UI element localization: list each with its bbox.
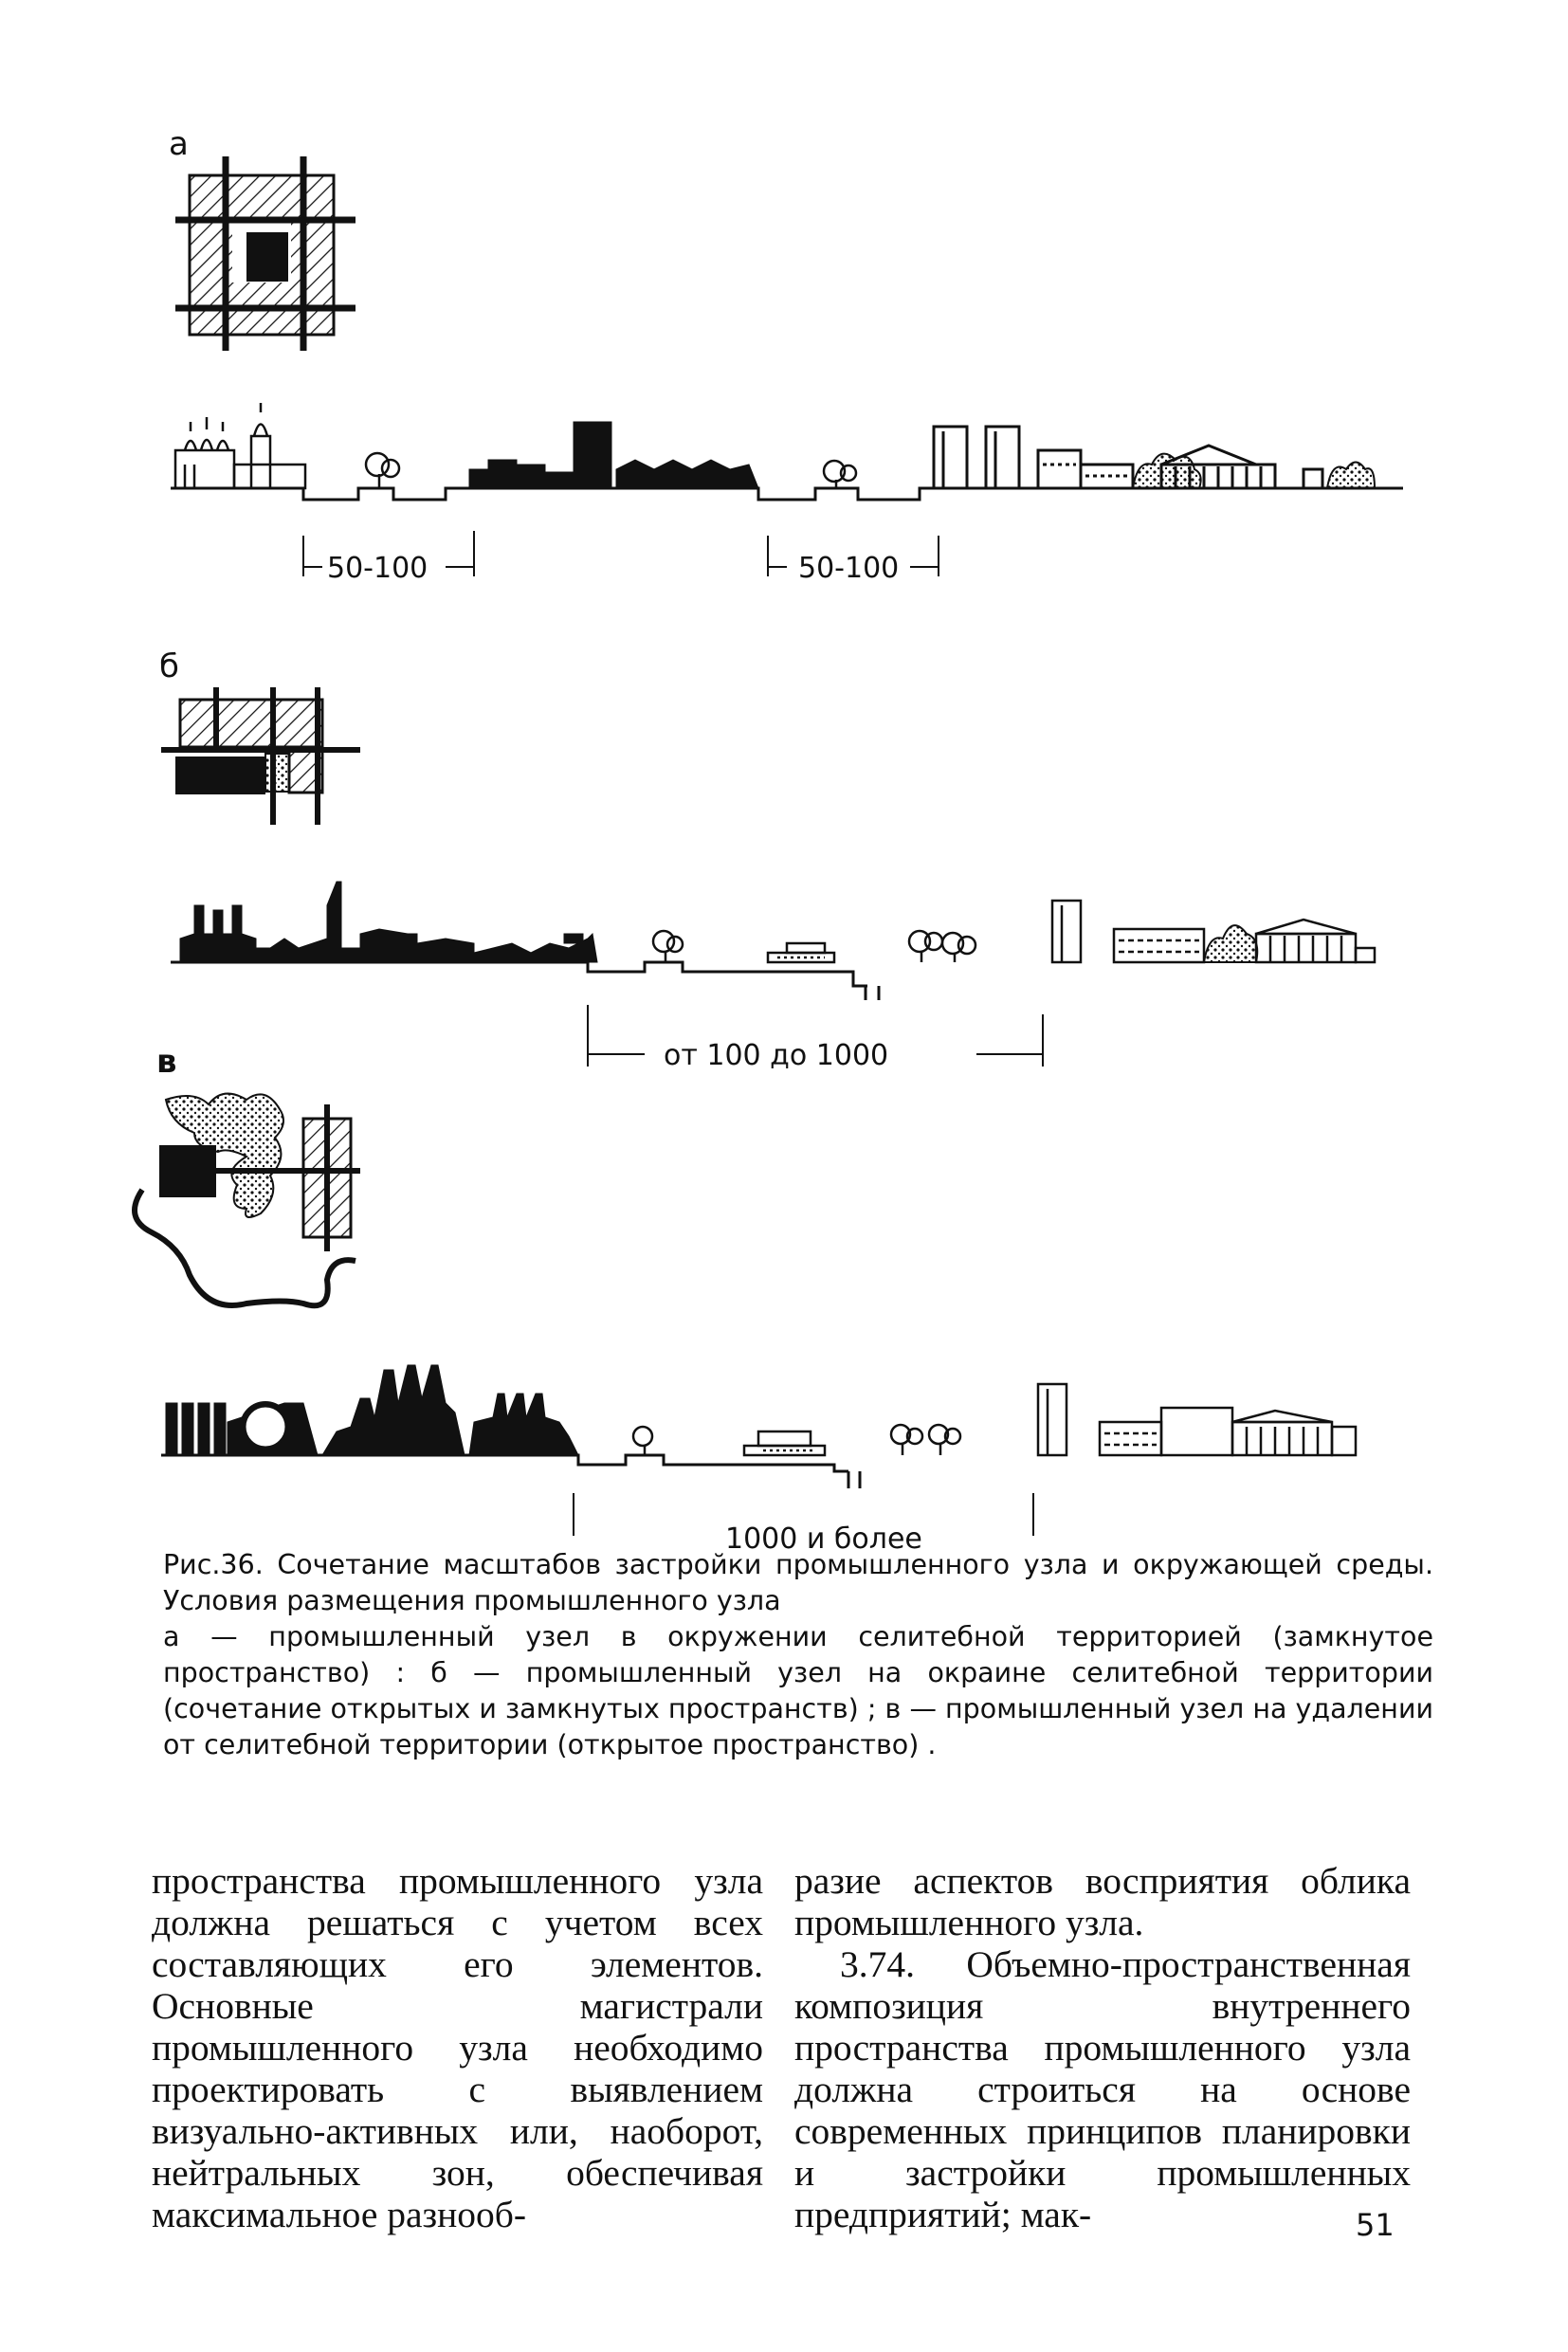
dim-b: от 100 до 1000 — [664, 1039, 889, 1072]
paragraph-right-1: разие аспектов восприятия облика промышленного узла. — [794, 1860, 1411, 1943]
paragraph-right-2: 3.74. Объемно-пространственная композиция внутреннего пространства промышленного узла должна строиться на основе современных принципов планировки и застройки промышленных предприятий; мак- — [794, 1943, 1411, 2235]
plan-c — [135, 1094, 360, 1306]
plan-a — [175, 156, 356, 351]
page-number: 51 — [1356, 2207, 1395, 2243]
text-column-right — [794, 1860, 1411, 2235]
figure-caption — [163, 1547, 1433, 1763]
section-a — [171, 403, 1403, 576]
panel-label-c: в — [156, 1043, 177, 1081]
panel-label-a: а — [169, 125, 189, 163]
dim-a-right: 50-100 — [798, 552, 900, 585]
section-c — [161, 1365, 1356, 1536]
caption-body: а — промышленный узел в окружении селитебной территорией (замкнутое пространство) : б — промышленный узел на окраине селитебной территории (сочетание открытых и замкнутых пространств) ; в — промышленный узел на удалении от селитебной территории (открытое пространство) . — [163, 1621, 1433, 1760]
panel-label-b: б — [159, 647, 179, 685]
dim-c: 1000 и более — [725, 1522, 922, 1556]
paragraph-left: пространства промышленного узла должна решаться с учетом всех составляющих его элементов. Основные магистрали промышленного узла необходимо проектировать с выявлением визуально-активных или, наоборот, нейтральных зон, обеспечивая максимальное разнооб- — [152, 1860, 763, 2235]
plan-b — [161, 687, 360, 825]
dim-a-left: 50-100 — [327, 552, 428, 585]
caption-title: Рис.36. Сочетание масштабов застройки промышленного узла и окружающей среды. Условия размещения промышленного узла — [163, 1549, 1433, 1616]
text-column-left — [152, 1860, 763, 2235]
